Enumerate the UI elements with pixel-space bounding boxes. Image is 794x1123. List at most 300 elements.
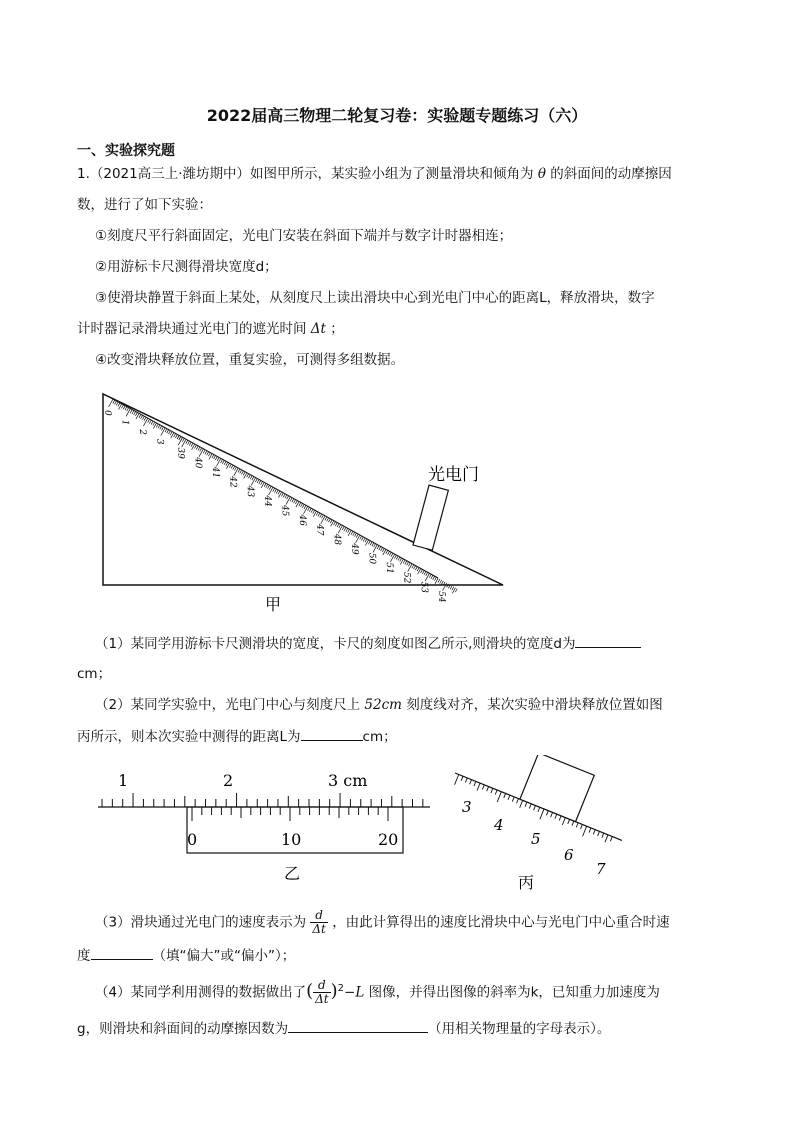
ruler-tick — [400, 558, 402, 562]
theta-symbol: θ — [537, 166, 546, 182]
ruler-tick — [109, 399, 113, 407]
ruler-tick — [126, 409, 130, 417]
bing-ruler-tick — [487, 787, 489, 792]
ruler-label-47: 47 — [314, 523, 325, 536]
ruler-tick — [195, 445, 197, 449]
ruler-tick — [132, 410, 134, 414]
ruler-tick — [179, 436, 181, 440]
ruler-tick — [452, 587, 454, 591]
photogate — [413, 485, 448, 550]
q1-intro-a: 1.（2021高三上·潍坊期中）如图甲所示，某实验小组为了测量滑块和倾角为 — [77, 166, 534, 182]
ruler-tick — [269, 486, 271, 490]
ruler-tick — [248, 475, 250, 479]
ruler-tick — [318, 513, 320, 517]
ruler-tick — [348, 529, 350, 533]
ruler-tick — [247, 474, 249, 478]
ruler-tick — [214, 456, 216, 460]
ruler-tick — [278, 491, 280, 495]
ruler-tick — [356, 535, 360, 543]
ruler-tick — [286, 497, 290, 505]
ruler-tick — [266, 484, 268, 488]
figure-yi — [92, 765, 437, 885]
figure-jia-caption: 甲 — [265, 595, 282, 614]
main-label-2: 2 — [223, 771, 234, 790]
bing-ruler-tick — [605, 835, 608, 842]
ruler-tick — [412, 565, 414, 569]
ruler-tick — [216, 458, 220, 466]
ruler-tick — [285, 495, 287, 499]
ruler-tick — [327, 518, 329, 522]
part-1-text: （1）某同学用游标卡尺测滑块的宽度，卡尺的刻度如图乙所示,则滑块的宽度d为 — [95, 636, 576, 652]
ruler-tick — [361, 537, 363, 541]
photogate-label: 光电门 — [428, 465, 479, 485]
ruler-label-41: 41 — [209, 466, 221, 479]
ruler-label-49: 49 — [349, 543, 360, 555]
delta-t-symbol: Δt — [310, 321, 326, 337]
part-4-text-b: 图像，并得出图像的斜率为k，已知重力加速度为 — [368, 984, 660, 1001]
ruler-tick — [424, 571, 426, 575]
ruler-tick — [354, 533, 356, 537]
ruler-tick — [320, 514, 322, 518]
ruler-tick — [148, 419, 150, 423]
ruler-tick — [130, 410, 132, 414]
ruler-tick — [425, 573, 429, 581]
ruler-tick — [175, 434, 177, 438]
ruler-tick — [182, 438, 184, 442]
ruler-tick — [334, 522, 336, 526]
ruler-label-51: 51 — [383, 562, 395, 574]
graph-denominator: Δt — [315, 992, 329, 1006]
ruler-tick — [342, 526, 344, 530]
ruler-tick — [188, 441, 190, 445]
ruler-tick — [308, 507, 310, 511]
ruler-tick — [142, 416, 144, 420]
graph-minus-l: −L — [344, 984, 365, 1001]
ruler-tick — [414, 566, 416, 570]
part-3-text-b: ，由此计算得出的速度比滑块中心与光电门中心重合时速 — [332, 914, 670, 931]
ruler-tick — [215, 456, 217, 460]
ruler-tick — [198, 447, 200, 451]
ruler-tick — [143, 418, 147, 426]
bing-ruler-tick — [465, 778, 467, 783]
jia-ruler-labels — [102, 410, 446, 603]
ruler-tick — [382, 548, 384, 552]
answer-blank-1[interactable] — [575, 633, 641, 648]
ruler-tick — [415, 567, 417, 571]
ruler-tick — [181, 437, 183, 441]
bing-ruler-tick — [602, 833, 604, 838]
part-4-line1: （4）某同学利用测得的数据做出了( $\frac{d}{\Delta t}$ )$^2$−L 图像，并得出图像的斜率为k，已知重力加速度为 — [95, 978, 660, 1006]
bing-ruler-tick — [491, 788, 493, 793]
main-scale-ticks — [102, 793, 423, 807]
part-3-text-c: 度 — [77, 948, 91, 964]
ruler-tick — [339, 524, 341, 528]
ruler-label-43: 43 — [244, 485, 255, 498]
part-4-text-c: g，则滑块和斜面间的动摩擦因数为 — [77, 1021, 289, 1037]
ruler-tick — [351, 531, 353, 535]
ruler-tick — [144, 417, 146, 421]
bing-ruler-tick — [546, 811, 548, 816]
bing-label-7: 7 — [596, 860, 606, 878]
figure-yi-caption: 乙 — [284, 864, 301, 883]
part-4-text-d: （用相关物理量的字母表示）。 — [428, 1021, 611, 1037]
part-2-text-c: 丙所示，则本次实验中测得的距离L为 — [77, 729, 301, 745]
part-2-text-a: （2）某同学实验中，光电门中心与刻度尺上 — [95, 697, 361, 713]
ruler-tick — [311, 509, 313, 513]
ruler-tick — [116, 402, 118, 406]
ruler-label-54: 54 — [436, 591, 447, 603]
step-4: ④改变滑块释放位置，重复实验，可测得多组数据。 — [95, 352, 405, 368]
step-3-line2 — [77, 319, 344, 339]
ruler-tick — [118, 403, 120, 407]
ruler-tick — [156, 424, 158, 428]
ruler-tick — [224, 461, 226, 465]
jia-ruler-ticks — [109, 399, 458, 593]
ruler-label-40: 40 — [192, 456, 203, 469]
step-3-text: 计时器记录滑块通过光电门的遮光时间 — [77, 321, 307, 337]
bing-ruler-tick — [455, 774, 459, 784]
ruler-tick — [141, 415, 143, 419]
graph-numerator: d — [313, 979, 331, 993]
ruler-tick — [167, 430, 169, 434]
bing-ruler-tick — [520, 800, 523, 807]
step-3-line1: ③使滑块静置于斜面上某处，从刻度尺上读出滑块中心到光电门中心的距离L，释放滑块，数字 — [95, 290, 655, 306]
ruler-tick — [229, 464, 231, 468]
ruler-tick — [226, 462, 228, 466]
figure-jia — [95, 388, 515, 618]
ruler-tick — [196, 446, 198, 450]
bing-ruler-tick — [495, 790, 497, 795]
ruler-tick — [191, 443, 193, 447]
ruler-tick — [127, 408, 129, 412]
ruler-label-44: 44 — [262, 495, 273, 507]
ruler-tick — [368, 541, 370, 545]
figure-bing-caption: 丙 — [518, 873, 535, 892]
ruler-tick — [182, 439, 186, 447]
ruler-tick — [252, 477, 254, 481]
ruler-tick — [200, 448, 202, 452]
ruler-tick — [276, 490, 278, 494]
ruler-tick — [338, 525, 342, 533]
graph-fraction — [313, 979, 331, 1006]
ruler-tick — [391, 553, 393, 557]
figure-bing — [445, 755, 635, 895]
ruler-label-53: 53 — [418, 581, 429, 594]
ruler-tick — [153, 422, 155, 426]
bing-ruler-tick — [559, 816, 561, 821]
ruler-tick — [328, 519, 330, 523]
bing-ruler-tick — [576, 823, 578, 828]
bing-label-5: 5 — [531, 830, 541, 848]
ruler-tick — [431, 575, 433, 579]
ruler-tick — [353, 532, 355, 536]
ruler-label-3: 3 — [154, 438, 165, 445]
ruler-tick — [113, 400, 115, 404]
bing-label-4: 4 — [494, 816, 504, 834]
bing-ruler-tick — [568, 819, 570, 824]
ruler-tick — [174, 433, 176, 437]
ruler-tick — [161, 427, 163, 431]
ruler-tick — [372, 543, 374, 547]
step-3-end: ； — [330, 321, 344, 337]
bing-ruler-tick — [572, 821, 574, 826]
ruler-tick — [177, 435, 179, 439]
ruler-tick — [170, 432, 172, 436]
bing-ruler-tick — [593, 830, 595, 835]
ruler-tick — [261, 481, 263, 485]
ruler-tick — [438, 579, 440, 583]
part-1-line2: cm； — [77, 666, 112, 682]
part-4-line2 — [77, 1018, 610, 1039]
ruler-tick — [365, 539, 367, 543]
part-2-line2 — [77, 726, 397, 747]
part-3-text-a: （3）滑块通过光电门的速度表示为 — [95, 914, 307, 931]
answer-blank-2[interactable] — [301, 726, 363, 741]
ruler-tick — [321, 516, 325, 524]
ruler-tick — [165, 429, 167, 433]
ruler-tick — [235, 467, 237, 471]
ruler-tick — [386, 550, 388, 554]
ruler-tick — [405, 561, 407, 565]
ruler-tick — [309, 508, 311, 512]
ruler-label-52: 52 — [401, 571, 412, 584]
ruler-label-0: 0 — [102, 410, 113, 416]
page-title: 2022届高三物理二轮复习卷：实验题专题练习（六） — [206, 106, 588, 125]
part-3-line1 — [95, 909, 670, 936]
ruler-tick — [325, 517, 327, 521]
ruler-tick — [123, 406, 125, 410]
ruler-tick — [283, 494, 285, 498]
ruler-tick — [217, 457, 219, 461]
ruler-tick — [346, 528, 348, 532]
ruler-tick — [388, 551, 390, 555]
bing-ruler-tick — [517, 799, 519, 804]
ruler-tick — [441, 581, 443, 585]
ruler-tick — [408, 563, 410, 567]
ruler-tick — [370, 542, 372, 546]
ruler-tick — [389, 552, 391, 556]
ruler-tick — [330, 520, 332, 524]
part-2-value: 52cm — [364, 697, 402, 713]
bing-ruler-tick — [461, 776, 463, 781]
q1-intro-line2: 数，进行了如下实验： — [77, 197, 212, 213]
ruler-tick — [394, 555, 396, 559]
step-1: ①刻度尺平行斜面固定，光电门安装在斜面下端并与数字计时器相连； — [95, 228, 513, 244]
ruler-edge — [113, 399, 438, 578]
ruler-tick — [257, 479, 259, 483]
bing-ruler-tick — [538, 807, 540, 812]
bing-ruler-tick — [551, 812, 553, 817]
ruler-tick — [212, 455, 214, 459]
bing-ruler — [451, 755, 635, 851]
part-4-text-a: （4）某同学利用测得的数据做出了 — [95, 984, 307, 1001]
bing-ruler-tick — [474, 781, 476, 786]
ruler-tick — [301, 503, 303, 507]
ruler-tick — [240, 470, 242, 474]
ruler-label-45: 45 — [279, 504, 290, 517]
bing-ruler-tick — [504, 793, 506, 798]
ruler-tick — [390, 554, 394, 562]
ruler-tick — [269, 487, 273, 495]
bing-ruler-tick — [534, 806, 536, 811]
ruler-tick — [203, 450, 205, 454]
ruler-label-42: 42 — [227, 476, 238, 488]
bing-ruler-tick — [598, 831, 600, 836]
ruler-tick — [287, 496, 289, 500]
ruler-tick — [295, 501, 297, 505]
bing-label-6: 6 — [564, 846, 574, 864]
ruler-label-39: 39 — [175, 447, 186, 460]
ruler-tick — [125, 407, 127, 411]
ruler-tick — [344, 527, 346, 531]
velocity-fraction — [310, 909, 328, 936]
ruler-tick — [455, 589, 457, 593]
ruler-tick — [373, 545, 377, 553]
ruler-label-2: 2 — [136, 429, 148, 436]
ruler-tick — [135, 412, 137, 416]
ruler-tick — [429, 574, 431, 578]
ruler-tick — [139, 414, 141, 418]
ruler-tick — [233, 466, 235, 470]
answer-blank-4[interactable] — [288, 1018, 428, 1033]
part-3-line2 — [77, 945, 295, 966]
ruler-tick — [377, 546, 379, 550]
ruler-tick — [281, 493, 283, 497]
ruler-tick — [161, 428, 165, 436]
slider-block — [520, 755, 594, 822]
bing-ruler-tick — [477, 783, 480, 790]
part-2-line1 — [95, 695, 663, 715]
bing-ruler-tick — [497, 792, 501, 802]
ruler-tick — [238, 469, 240, 473]
vernier-ticks — [192, 807, 388, 821]
bing-ruler-tick — [512, 797, 514, 802]
ruler-tick — [422, 570, 424, 574]
ruler-tick — [208, 453, 210, 457]
ruler-tick — [160, 426, 162, 430]
ruler-tick — [199, 449, 203, 457]
ruler-tick — [134, 411, 136, 415]
ruler-tick — [442, 583, 446, 591]
ruler-tick — [149, 420, 151, 424]
bing-ruler-tick — [589, 828, 591, 833]
bing-ruler-tick — [555, 814, 557, 819]
ruler-tick — [259, 480, 261, 484]
ruler-tick — [304, 505, 306, 509]
graph-exponent: 2 — [337, 983, 345, 994]
ruler-tick — [273, 488, 275, 492]
step-2: ②用游标卡尺测得滑块宽度d； — [95, 259, 278, 275]
ruler-tick — [255, 478, 257, 482]
main-label-3cm: 3 cm — [328, 771, 368, 790]
ruler-tick — [205, 451, 207, 455]
section-heading: 一、实验探究题 — [77, 143, 175, 159]
ruler-tick — [421, 569, 423, 573]
bing-ruler-tick — [562, 818, 565, 825]
ruler-tick — [299, 502, 301, 506]
ruler-tick — [268, 485, 270, 489]
ruler-tick — [440, 580, 442, 584]
ruler-tick — [396, 556, 398, 560]
ruler-tick — [356, 534, 358, 538]
ruler-tick — [408, 564, 412, 572]
ruler-tick — [381, 547, 383, 551]
ruler-tick — [292, 499, 294, 503]
ruler-tick — [434, 577, 436, 581]
ruler-tick — [313, 510, 315, 514]
bing-ruler-tick — [529, 804, 531, 809]
part-2-unit: cm； — [362, 729, 397, 745]
vernier-label-10: 10 — [281, 830, 302, 849]
ruler-tick — [379, 546, 381, 550]
ruler-tick — [403, 560, 405, 564]
vernier-label-20: 20 — [378, 830, 399, 849]
ruler-tick — [264, 483, 266, 487]
ruler-label-1: 1 — [119, 419, 130, 426]
ruler-tick — [189, 442, 191, 446]
bing-ruler-tick — [581, 824, 583, 829]
ruler-tick — [321, 515, 323, 519]
bing-ruler-tick — [610, 837, 612, 842]
ruler-tick — [234, 468, 238, 476]
ruler-tick — [303, 506, 307, 514]
part-1-line1 — [95, 633, 641, 654]
ruler-tick — [115, 401, 117, 405]
ruler-tick — [337, 523, 339, 527]
ruler-tick — [207, 452, 209, 456]
answer-blank-3[interactable] — [91, 945, 153, 960]
ruler-tick — [222, 460, 224, 464]
bing-ruler-tick — [540, 809, 544, 819]
ruler-tick — [433, 576, 435, 580]
ruler-tick — [407, 562, 409, 566]
ruler-tick — [290, 498, 292, 502]
ruler-tick — [243, 472, 245, 476]
ruler-tick — [360, 536, 362, 540]
vernier-label-0: 0 — [187, 830, 198, 849]
ruler-tick — [168, 431, 170, 435]
ruler-tick — [231, 465, 233, 469]
fraction-denominator: Δt — [312, 922, 326, 936]
ruler-tick — [417, 568, 419, 572]
ruler-tick — [241, 471, 243, 475]
bing-ruler-tick — [583, 826, 587, 836]
ruler-label-50: 50 — [366, 552, 377, 565]
q1-intro-line1 — [77, 164, 672, 184]
ruler-tick — [250, 476, 252, 480]
ruler-tick — [186, 440, 188, 444]
ruler-tick — [450, 586, 452, 590]
bing-label-3: 3 — [462, 798, 472, 816]
ruler-tick — [363, 538, 365, 542]
ruler-tick — [122, 405, 124, 409]
ruler-label-48: 48 — [331, 533, 342, 546]
part-2-text-b: 刻度线对齐，某次实验中滑块释放位置如图 — [406, 697, 663, 713]
ruler-tick — [302, 504, 304, 508]
ruler-tick — [275, 489, 277, 493]
ruler-tick — [294, 500, 296, 504]
ruler-tick — [158, 425, 160, 429]
bing-ruler-tick — [482, 785, 484, 790]
ruler-label-46: 46 — [296, 514, 308, 527]
ruler-tick — [398, 557, 400, 561]
bing-ruler-tick — [470, 780, 472, 785]
ruler-tick — [374, 544, 376, 548]
main-label-1: 1 — [118, 771, 129, 790]
ruler-tick — [151, 421, 153, 425]
ruler-tick — [426, 572, 428, 576]
ruler-tick — [221, 459, 223, 463]
